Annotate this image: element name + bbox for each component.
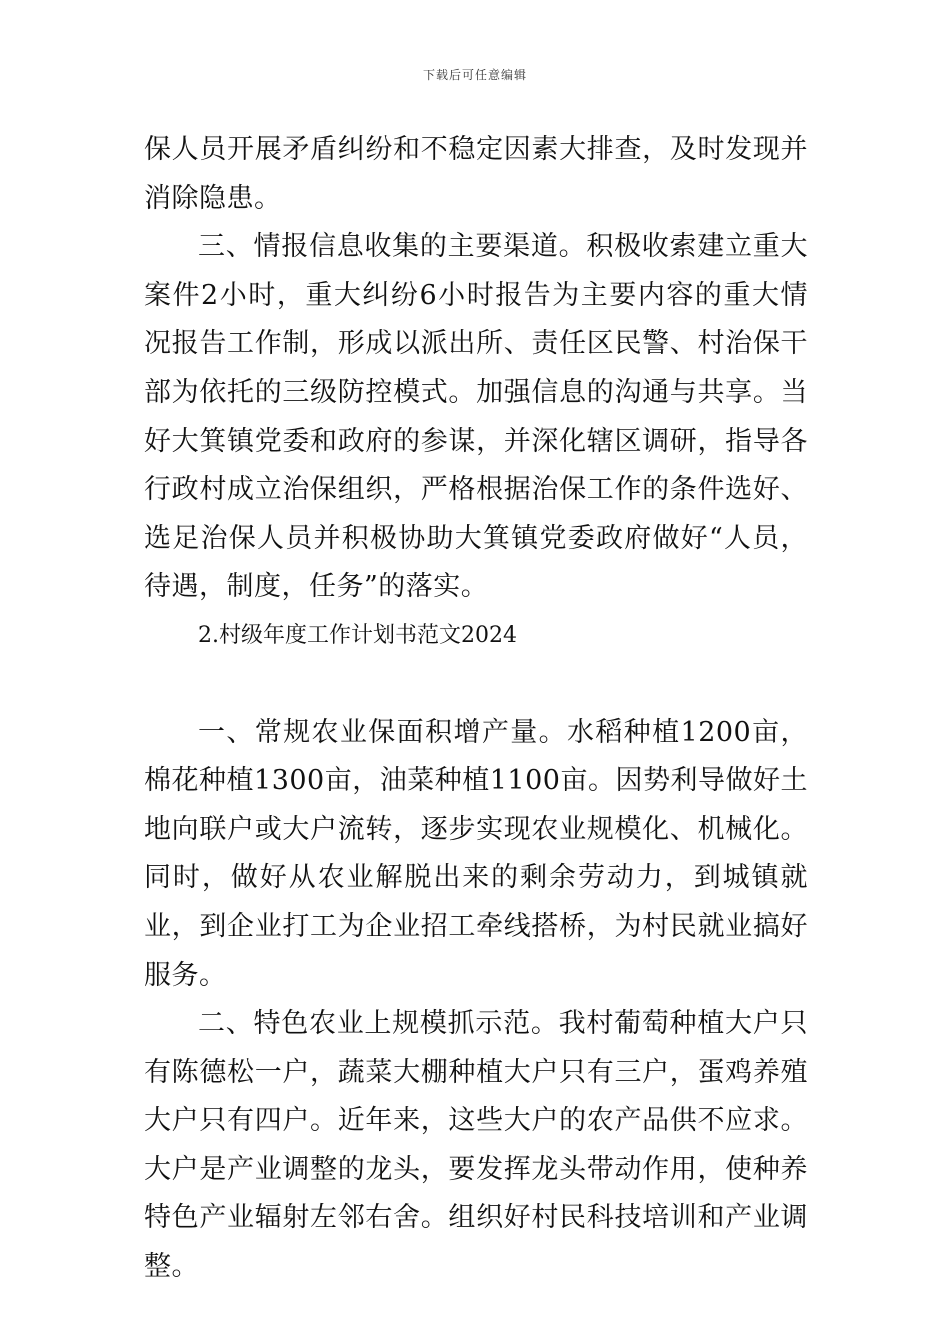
section-title: 2.村级年度工作计划书范文2024 [198, 622, 517, 648]
document-body [144, 126, 808, 1292]
page-header-note: 下载后可任意编辑 [422, 68, 527, 82]
paragraph-intelligence-channels: 三、情报信息收集的主要渠道。积极收索建立重大案件2小时，重大纠纷6小时报告为主要内容的重大情况报告工作制，形成以派出所、责任区民警、村治保干部为依托的三级防控模式。加强信息的沟通与共享。当好大箕镇党委和政府的参谋，并深化辖区调研，指导各行政村成立治保组织，严格根据治保工作的条件选好、选足治保人员并积极协助大箕镇党委政府做好“人员，待遇，制度，任务”的落实。 [144, 231, 808, 603]
paragraph-conventional-agriculture: 一、常规农业保面积增产量。水稻种植1200亩，棉花种植1300亩，油菜种植1100亩。因势利导做好土地向联户或大户流转，逐步实现农业规模化、机械化。同时，做好从农业解脱出来的剩余劳动力，到城镇就业，到企业打工为企业招工牵线搭桥，为村民就业搞好服务。 [144, 716, 808, 991]
paragraph-specialty-agriculture: 二、特色农业上规模抓示范。我村葡萄种植大户只有陈德松一户，蔬菜大棚种植大户只有三户，蛋鸡养殖大户只有四户。近年来，这些大户的农产品供不应求。大户是产业调整的龙头，要发挥龙头带动作用，使种养特色产业辐射左邻右舍。组织好村民科技培训和产业调整。 [144, 1008, 808, 1283]
blank-line [144, 661, 808, 709]
paragraph-continuation: 保人员开展矛盾纠纷和不稳定因素大排查，及时发现并消除隐患。 [144, 134, 808, 214]
